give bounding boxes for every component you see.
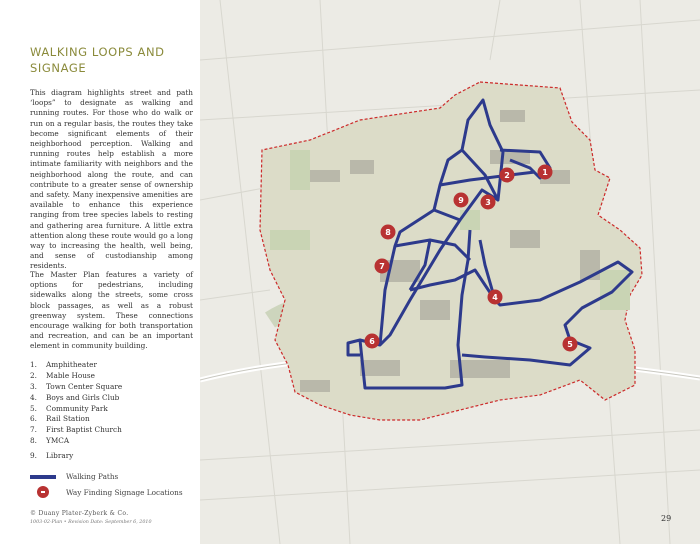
marker-ymca <box>381 225 396 240</box>
walking-path-swatch <box>30 475 56 479</box>
marker-town-center-square <box>481 195 496 210</box>
svg-text:3: 3 <box>485 198 491 207</box>
signage-marker-icon <box>37 486 49 498</box>
legend-signage <box>30 486 183 498</box>
page-number: 29 <box>661 514 672 523</box>
master-plan-map <box>200 0 700 544</box>
legend-walking-paths <box>30 472 118 481</box>
list-item: 8. YMCA <box>30 436 70 446</box>
marker-community-park <box>563 337 578 352</box>
marker-boys-and-girls-club <box>488 290 503 305</box>
list-item: 2. Mable House <box>30 370 95 380</box>
svg-text:1: 1 <box>542 168 548 177</box>
marker-mable-house <box>500 168 515 183</box>
section-heading <box>30 44 195 76</box>
list-item: 5. Community Park <box>30 403 108 413</box>
svg-text:4: 4 <box>492 293 498 302</box>
svg-text:7: 7 <box>379 262 385 271</box>
legend-signage-label: Way Finding Signage Locations <box>66 487 183 497</box>
svg-text:5: 5 <box>567 340 573 349</box>
svg-text:6: 6 <box>369 337 375 346</box>
locations-list <box>30 360 195 462</box>
list-item: 6. Rail Station <box>30 414 90 424</box>
text-column <box>0 0 200 544</box>
list-item: 9. Library <box>30 451 74 461</box>
marker-rail-station <box>365 334 380 349</box>
marker-first-baptist-church <box>375 259 390 274</box>
footer-credit: © Duany Plater-Zyberk & Co. <box>30 510 129 517</box>
footer-revision: 1003-02-Plan • Revision Date: September 6, 2010 <box>30 520 152 525</box>
marker-amphitheater <box>538 165 553 180</box>
heading-line-2: SIGNAGE <box>30 61 87 75</box>
list-item: 1. Amphitheater <box>30 360 97 369</box>
svg-text:2: 2 <box>504 171 510 180</box>
marker-library <box>454 193 469 208</box>
list-item: 4. Boys and Girls Club <box>30 392 120 402</box>
svg-text:8: 8 <box>385 228 391 237</box>
list-item: 7. First Baptist Church <box>30 425 122 435</box>
heading-line-1: WALKING LOOPS AND <box>30 45 165 59</box>
svg-text:9: 9 <box>458 196 464 205</box>
legend-walking-paths-label: Walking Paths <box>66 472 119 481</box>
master-plan-paragraph: The Master Plan features a variety of options for pedestrians, including sidewalks along the streets, some cross block passages, as well as a robust greenway system. These connections encourage walking for both transportation and recreation, and can be an important element in community building. <box>30 270 193 351</box>
intro-paragraph: This diagram highlights street and path ‘loops” to designate as walking and running routes. For those who do walk or run on a regular basis, the routes they take become significant elements of their neighborhood perception. Walking and running routes help establish a more intimate familiarity with neighbors and the neighborhood along the route, and can contribute to a greater sense of ownership and safety. Many inexpensive amenities are available to enhance this experience ranging from tree species labels to resting and gathering area furniture. A little extra attention along these route would go a long way to increasing the health, well being, and sense of custodianship among residents. <box>30 88 193 271</box>
list-item: 3. Town Center Square <box>30 381 123 391</box>
